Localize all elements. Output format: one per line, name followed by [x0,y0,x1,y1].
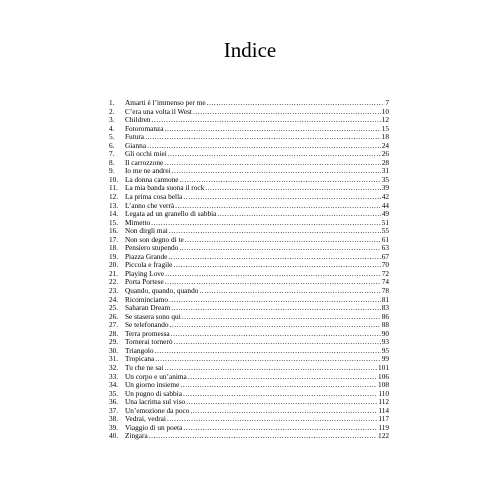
toc-entry-page: 81 [381,294,389,304]
toc-entry-page: 55 [381,226,389,236]
toc-entry-title: Saharan Dream [125,303,171,313]
toc-entry-number: 24. [109,294,119,304]
toc-entry-page: 112 [378,397,389,407]
toc-entry-page: 42 [381,192,389,202]
toc-entry-page: 7 [385,98,389,107]
dot-leader [180,176,381,185]
dot-leader [179,244,380,253]
toc-entry-title: Zingara [125,431,148,441]
toc-entry-page: 93 [381,337,389,347]
toc-entry-page: 99 [381,354,389,364]
toc-entry-title: Mimetto [125,217,151,227]
toc-entry-number: 12. [109,192,119,202]
dot-leader [217,210,380,219]
toc-entry-number: 18. [109,243,119,253]
toc-entry-number: 29. [109,337,119,347]
toc-entry-title: La prima cosa bella [125,192,183,202]
toc-entry-page: 51 [381,217,389,227]
toc-entry [109,108,389,117]
toc-entry-title: Un corpo e un’anima [125,371,187,381]
toc-entry-page: 26 [381,149,389,159]
toc-entry-number: 37. [109,405,119,415]
dot-leader [155,355,380,364]
toc-entry [109,432,389,441]
toc-entry-number: 6. [109,140,115,150]
dot-leader [186,398,377,407]
toc-entry-number: 7. [109,149,115,159]
toc-entry-page: 63 [381,243,389,253]
toc-entry-title: Una lacrima sul viso [125,397,186,407]
dot-leader [172,167,381,176]
toc-entry-page: 72 [381,268,389,278]
toc-entry-number: 5. [109,132,115,142]
toc-entry-number: 28. [109,328,119,338]
dot-leader [152,116,381,125]
toc-entry-title: Ricominciamo [125,294,168,304]
toc-entry-number: 26. [109,311,119,321]
toc-entry-number: 11. [109,183,118,193]
dot-leader [188,373,377,382]
toc-entry-number: 9. [109,166,115,176]
toc-entry-title: Piccola e fragile [125,260,173,270]
dot-leader [207,99,385,108]
toc-entry-title: Piazza Grande [125,251,168,261]
dot-leader [147,142,381,151]
toc-entry-number: 8. [109,157,115,167]
dot-leader [165,125,381,134]
dot-leader [170,321,381,330]
toc-entry-page: 88 [381,320,389,330]
toc-entry-title: Tu che ne sai [125,362,164,372]
toc-entry-title: Terra promessa [125,328,170,338]
toc-entry-title: Tropicana [125,354,155,364]
toc-entry-page: 61 [381,234,389,244]
toc-entry-page: 10 [381,106,389,116]
toc-entry-page: 122 [378,431,389,441]
toc-entry-title: Se telefonando [125,320,169,330]
dot-leader [164,364,377,373]
toc-entry-page: 86 [381,311,389,321]
dot-leader [180,381,377,390]
toc-entry-number: 36. [109,397,119,407]
dot-leader [199,287,380,296]
dot-leader [151,219,381,228]
toc-entry-page: 39 [381,183,389,193]
dot-leader [183,390,377,399]
toc-entry-number: 10. [109,174,119,184]
toc-entry-title: Tornerai tornerò [125,337,173,347]
toc-entry-number: 40. [109,431,119,441]
toc-entry-page: 108 [378,380,389,390]
toc-entry-number: 31. [109,354,119,364]
toc-entry-page: 101 [378,362,389,372]
toc-entry-page: 114 [378,405,389,415]
toc-entry-number: 4. [109,123,115,133]
toc-entry [109,424,389,433]
toc-entry-title: Non son degno di te [125,234,184,244]
dot-leader [165,270,381,279]
table-of-contents [109,99,389,441]
toc-entry-title: Pensiero stupendo [125,243,179,253]
toc-entry-number: 22. [109,277,119,287]
toc-entry-page: 78 [381,286,389,296]
toc-entry-title: Un’emozione da poco [125,405,190,415]
dot-leader [168,150,381,159]
dot-leader [169,296,381,305]
toc-entry-number: 30. [109,345,119,355]
dot-leader [171,304,381,313]
toc-entry-number: 15. [109,217,119,227]
toc-entry-title: La donna cannone [125,174,179,184]
toc-entry-title: Gli occhi miei [125,149,167,159]
toc-entry-title: Playing Love [125,268,165,278]
toc-entry-number: 21. [109,268,119,278]
dot-leader [164,159,380,168]
toc-entry-page: 35 [381,174,389,184]
page-title: Indice [223,38,277,62]
toc-entry-title: Porta Portese [125,277,164,287]
toc-entry-number: 25. [109,303,119,313]
toc-entry-number: 20. [109,260,119,270]
toc-entry-page: 90 [381,328,389,338]
toc-entry-title: Amarti è l’immenso per me [125,98,206,107]
toc-entry-number: 3. [109,115,115,125]
dot-leader [173,261,380,270]
toc-entry-title: Gianna [125,140,147,150]
toc-entry-title: Children [125,115,151,125]
toc-entry-number: 27. [109,320,119,330]
toc-entry-title: Il carrozzone [125,157,164,167]
toc-entry-page: 117 [378,414,389,424]
toc-entry-title: Se stasera sono qui [125,311,181,321]
dot-leader [167,415,377,424]
toc-entry-number: 39. [109,422,119,432]
toc-entry-title: Fotoromanza [125,123,164,133]
dot-leader [155,347,381,356]
toc-entry-page: 31 [381,166,389,176]
toc-entry-title: Un giorno insieme [125,380,180,390]
toc-entry-page: 110 [378,388,389,398]
toc-entry-page: 15 [381,123,389,133]
dot-leader [168,253,380,262]
toc-entry-page: 83 [381,303,389,313]
dot-leader [183,193,380,202]
dot-leader [171,330,381,339]
toc-entry-number: 16. [109,226,119,236]
toc-entry-number: 14. [109,209,119,219]
toc-entry-number: 19. [109,251,119,261]
toc-entry-number: 35. [109,388,119,398]
toc-entry-number: 34. [109,380,119,390]
toc-entry [109,133,389,142]
toc-entry-title: Viaggio di un poeta [125,422,183,432]
toc-entry [109,210,389,219]
toc-entry-number: 2. [109,106,115,116]
toc-entry [109,125,389,134]
toc-entry-title: La mia banda suona il rock [125,183,205,193]
dot-leader [183,424,377,433]
toc-entry-page: 119 [378,422,389,432]
dot-leader [182,313,381,322]
toc-entry-number: 33. [109,371,119,381]
toc-entry-page: 18 [381,132,389,142]
toc-entry-number: 23. [109,286,119,296]
toc-entry-page: 49 [381,209,389,219]
toc-entry-number: 13. [109,200,119,210]
dot-leader [193,108,381,117]
dot-leader [185,236,381,245]
dot-leader [149,432,377,441]
toc-entry-title: Futura [125,132,145,142]
toc-entry-page: 67 [381,251,389,261]
toc-entry-page: 28 [381,157,389,167]
dot-leader [205,184,380,193]
toc-entry-page: 24 [381,140,389,150]
toc-entry-title: L’anno che verrà [125,200,175,210]
toc-entry-title: C’era una volta il West [125,106,192,116]
toc-entry-number: 38. [109,414,119,424]
toc-entry-page: 74 [381,277,389,287]
toc-entry-number: 32. [109,362,119,372]
toc-entry-title: Non dirgli mai [125,226,168,236]
toc-entry-title: Un pugno di sabbia [125,388,182,398]
dot-leader [169,227,381,236]
toc-entry-title: Triangolo [125,345,154,355]
dot-leader [145,133,381,142]
toc-entry-title: Vedrai, vedrai [125,414,166,424]
toc-entry-number: 17. [109,234,119,244]
toc-entry-title: Legata ad un granello di sabbia [125,209,217,219]
toc-entry-page: 95 [381,345,389,355]
toc-entry-page: 44 [381,200,389,210]
toc-entry-number: 1. [109,98,115,107]
dot-leader [190,407,377,416]
dot-leader [174,338,381,347]
toc-entry-title: Io me ne andrei [125,166,171,176]
toc-entry-page: 12 [381,115,389,125]
toc-entry-title: Quando, quando, quando [125,286,199,296]
toc-entry-page: 106 [378,371,389,381]
toc-entry-page: 70 [381,260,389,270]
